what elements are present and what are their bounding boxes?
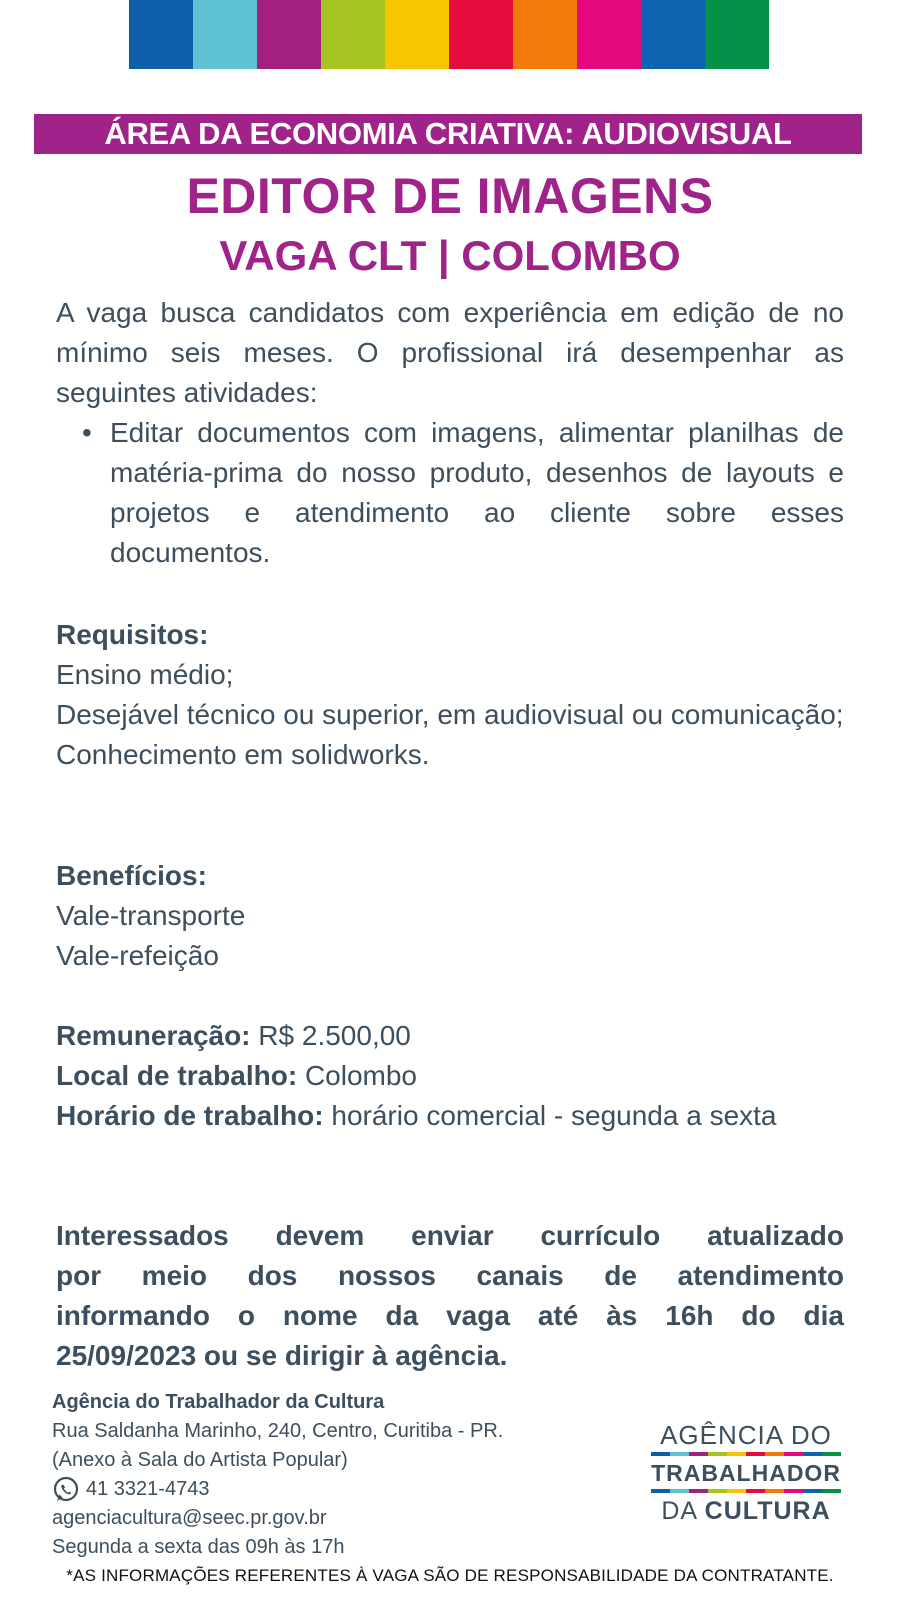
requirements-section: [56, 615, 844, 775]
logo-bar-segment: [708, 1489, 727, 1493]
agency-name: Agência do Trabalhador da Cultura: [52, 1391, 385, 1413]
color-stripe: [705, 0, 769, 69]
logo-bar-segment: [670, 1452, 689, 1456]
color-stripe: [577, 0, 641, 69]
benefit-item: Vale-refeição: [56, 940, 219, 971]
agency-address: Rua Saldanha Marinho, 240, Centro, Curitiba - PR.: [52, 1420, 504, 1442]
cta-line: 25/09/2023 ou se dirigir à agência.: [56, 1340, 508, 1371]
whatsapp-icon: [52, 1476, 80, 1504]
logo-bar-segment: [822, 1489, 841, 1493]
agency-email[interactable]: agenciacultura@seec.pr.gov.br: [52, 1507, 327, 1529]
job-details-section: [56, 1016, 844, 1136]
requirements-heading: Requisitos:: [56, 619, 209, 650]
salary-label: Remuneração:: [56, 1020, 251, 1051]
logo-bar-segment: [689, 1452, 708, 1456]
logo-bar-segment: [689, 1489, 708, 1493]
schedule-row: [56, 1096, 844, 1136]
cta-line: Interessados devem enviar currículo atualizado: [56, 1220, 844, 1251]
logo-bar-segment: [765, 1489, 784, 1493]
logo-line3-a: DA: [661, 1497, 697, 1525]
benefits-section: [56, 856, 844, 976]
logo-line2: TRABALHADOR: [651, 1460, 841, 1486]
cta-line: por meio dos nossos canais de atendimento: [56, 1260, 844, 1291]
logo-bar-segment: [651, 1489, 670, 1493]
logo-bar-segment: [803, 1489, 822, 1493]
color-stripe: [449, 0, 513, 69]
phone-number[interactable]: 41 3321-4743: [86, 1478, 210, 1500]
contact-block: [52, 1388, 612, 1562]
logo-bar-segment: [803, 1452, 822, 1456]
color-stripe: [193, 0, 257, 69]
requirement-item: Conhecimento em solidworks.: [56, 739, 430, 770]
intro-text: A vaga busca candidatos com experiência em edição de no mínimo seis meses. O profissional irá desempenhar as seguintes atividades:: [56, 297, 844, 408]
agency-logo: [651, 1420, 841, 1526]
logo-bar-segment: [784, 1489, 803, 1493]
salary-value: R$ 2.500,00: [258, 1020, 411, 1051]
salary-row: [56, 1016, 844, 1056]
schedule-value: horário comercial - segunda a sexta: [331, 1100, 777, 1131]
application-instructions: [56, 1216, 844, 1376]
logo-bar-segment: [784, 1452, 803, 1456]
color-stripes: [129, 0, 769, 69]
job-description: [56, 293, 844, 573]
logo-line3: [651, 1496, 841, 1526]
logo-bar-segment: [727, 1489, 746, 1493]
logo-bar-segment: [651, 1452, 670, 1456]
logo-bar-segment: [727, 1452, 746, 1456]
color-stripe: [257, 0, 321, 69]
activity-item: • Editar documentos com imagens, alimentar planilhas de matéria-prima do nosso produto, desenhos de layouts e projetos e atendimento ao cliente sobre esses documentos.: [110, 413, 844, 573]
requirement-item: Desejável técnico ou superior, em audiovisual ou comunicação;: [56, 699, 844, 730]
logo-bar-segment: [746, 1489, 765, 1493]
schedule-label: Horário de trabalho:: [56, 1100, 324, 1131]
color-stripe: [129, 0, 193, 69]
logo-bar-segment: [746, 1452, 765, 1456]
agency-annex: (Anexo à Sala do Artista Popular): [52, 1449, 348, 1471]
logo-bar-segment: [670, 1489, 689, 1493]
color-stripe: [321, 0, 385, 69]
activities-list: [56, 413, 844, 573]
requirement-item: Ensino médio;: [56, 659, 234, 690]
logo-color-bar: [651, 1452, 841, 1456]
location-value: Colombo: [304, 1060, 417, 1091]
disclaimer: *AS INFORMAÇÕES REFERENTES À VAGA SÃO DE RESPONSABILIDADE DA CONTRATANTE.: [66, 1566, 834, 1585]
phone-row: [52, 1475, 612, 1504]
job-subtitle: VAGA CLT | COLOMBO: [219, 232, 681, 279]
color-stripe: [385, 0, 449, 69]
color-stripe: [513, 0, 577, 69]
agency-hours: Segunda a sexta das 09h às 17h: [52, 1536, 345, 1558]
logo-bar-segment: [822, 1452, 841, 1456]
job-title: EDITOR DE IMAGENS: [186, 168, 714, 224]
category-banner: ÁREA DA ECONOMIA CRIATIVA: AUDIOVISUAL: [34, 114, 862, 154]
color-stripe: [641, 0, 705, 69]
logo-bar-segment: [765, 1452, 784, 1456]
logo-line3-b: CULTURA: [704, 1497, 831, 1525]
logo-bar-segment: [708, 1452, 727, 1456]
benefits-heading: Benefícios:: [56, 860, 207, 891]
location-label: Local de trabalho:: [56, 1060, 298, 1091]
location-row: [56, 1056, 844, 1096]
logo-line1: AGÊNCIA DO: [660, 1420, 832, 1450]
logo-color-bar: [651, 1489, 841, 1493]
benefit-item: Vale-transporte: [56, 900, 246, 931]
cta-line: informando o nome da vaga até às 16h do dia: [56, 1300, 844, 1331]
